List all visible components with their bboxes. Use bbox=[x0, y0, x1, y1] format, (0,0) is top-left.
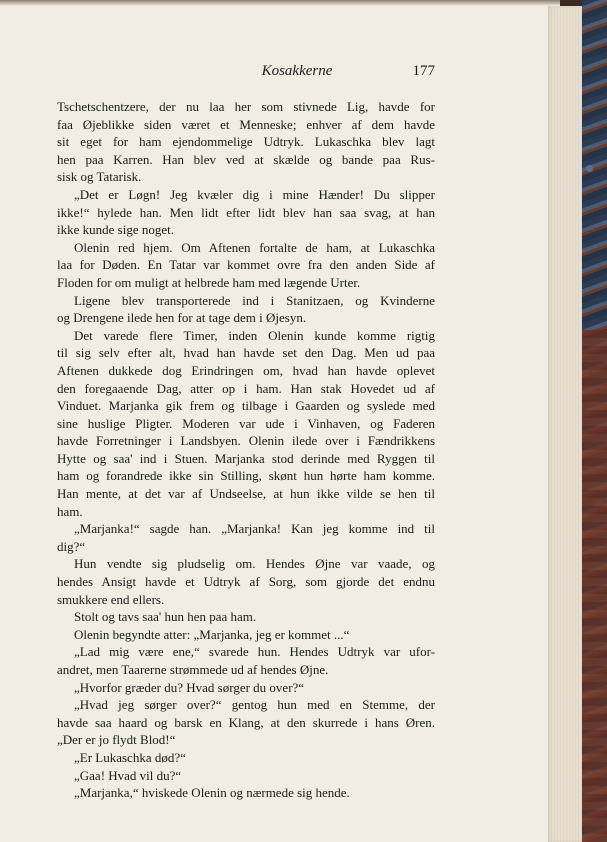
text-line: Olenin begyndte atter: „Marjanka, jeg er kommet ...“ bbox=[74, 626, 350, 642]
text-line: den foregaaende Dag, atter op i ham. Han stak Hovedet ud af bbox=[57, 380, 435, 396]
text-line: ikke!“ hylede han. Men lidt efter lidt blev han saa svag, at han bbox=[57, 204, 435, 220]
text-line: „Gaa! Hvad vil du?“ bbox=[74, 767, 182, 783]
text-line: „Lad mig være ene,“ svarede hun. Hendes Udtryk var ufor- bbox=[74, 644, 435, 660]
text-line: „Marjanka,“ hviskede Olenin og nærmede sig hende. bbox=[74, 785, 350, 801]
text-line: hendes Ansigt havde et Udtryk af Sorg, som gjorde det endnu bbox=[57, 574, 435, 590]
text-line: „Hvorfor græder du? Hvad sørger du over?“ bbox=[74, 679, 305, 695]
text-line: ikke kunde sige noget. bbox=[57, 222, 174, 238]
text-line: sit eget for ham ejendommelige Udtryk. Lukaschka blev lagt bbox=[57, 134, 435, 150]
text-line: ham. bbox=[57, 503, 83, 519]
text-line: Tschetschentzere, der nu laa her som stivnede Lig, havde for bbox=[57, 99, 435, 114]
page-header bbox=[30, 63, 540, 83]
text-line: havde saa haard og barsk en Klang, at den skurrede i hans Øren. bbox=[57, 714, 435, 730]
text-line: Olenin red hjem. Om Aftenen fortalte de ham, at Lukaschka bbox=[74, 239, 435, 255]
text-line: andret, men Taarerne strømmede ud af hendes Øjne. bbox=[57, 662, 329, 677]
text-line: „Der er jo flydt Blod!“ bbox=[57, 732, 176, 748]
text-line: „Hvad jeg sørger over?“ gentog hun med en Stemme, der bbox=[74, 697, 435, 713]
text-line: sisk og Tatarisk. bbox=[57, 169, 142, 185]
text-line: Han mente, at det var af Undseelse, at hun ikke vilde se hen til bbox=[57, 486, 435, 502]
text-line: „Det er Løgn! Jeg kvæler dig i mine Hænder! Du slipper bbox=[74, 186, 435, 202]
running-title: Kosakkerne bbox=[261, 63, 333, 79]
text-line: hen paa Karren. Han blev ved at skælde og bande paa Rus- bbox=[57, 151, 435, 167]
text-line: Hun vendte sig pludselig om. Hendes Øjne var vaade, og bbox=[74, 556, 435, 572]
text-line: faa Øjeblikke siden været et Menneske; enhver af dem havde bbox=[57, 116, 435, 132]
text-line: smukkere end ellers. bbox=[57, 591, 165, 607]
text-line: Det varede flere Timer, inden Olenin kunde komme rigtig bbox=[74, 327, 435, 343]
text-line: Aftenen dukkede dog Erindringen om, hvad han havde oplevet bbox=[57, 362, 435, 378]
text-line: laa for Døden. En Tatar var kommet ovre fra den anden Side af bbox=[57, 257, 435, 273]
text-line: dig?“ bbox=[57, 538, 86, 554]
book-binding-lower bbox=[582, 330, 607, 842]
text-line: sine huslige Pligter. Moderen var ude i Vinhaven, og Faderen bbox=[57, 415, 435, 431]
text-line: „Marjanka!“ sagde han. „Marjanka! Kan jeg komme ind til bbox=[74, 521, 435, 537]
text-line: til sig selv efter alt, hvad han havde set den Dag. Men ud paa bbox=[57, 345, 435, 361]
page-top-shadow bbox=[0, 0, 560, 6]
text-line: ham og forandrede ikke sin Stilling, skønt hun hørte ham komme. bbox=[57, 468, 435, 484]
body-text bbox=[57, 98, 435, 802]
page-edges bbox=[548, 6, 582, 842]
text-line: „Er Lukaschka død?“ bbox=[74, 749, 186, 765]
page-number: 177 bbox=[412, 63, 435, 79]
text-line: Hytte og saa' ind i Stuen. Marjanka stod derinde med Ryggen til bbox=[57, 450, 435, 466]
text-line: Floden for om muligt at helbrede ham med lægende Urter. bbox=[57, 274, 361, 290]
text-line: havde Forretninger i Landsbyen. Olenin ilede over i Fændrikkens bbox=[57, 433, 435, 449]
text-line: og Drengene ilede hen for at tage dem i Øjesyn. bbox=[57, 310, 307, 326]
text-line: Ligene blev transporterede ind i Stanitzaen, og Kvinderne bbox=[74, 292, 435, 308]
text-line: Stolt og tavs saa' hun hen paa ham. bbox=[74, 609, 257, 625]
text-line: Vinduet. Marjanka gik frem og tilbage i Gaarden og syslede med bbox=[57, 398, 435, 414]
